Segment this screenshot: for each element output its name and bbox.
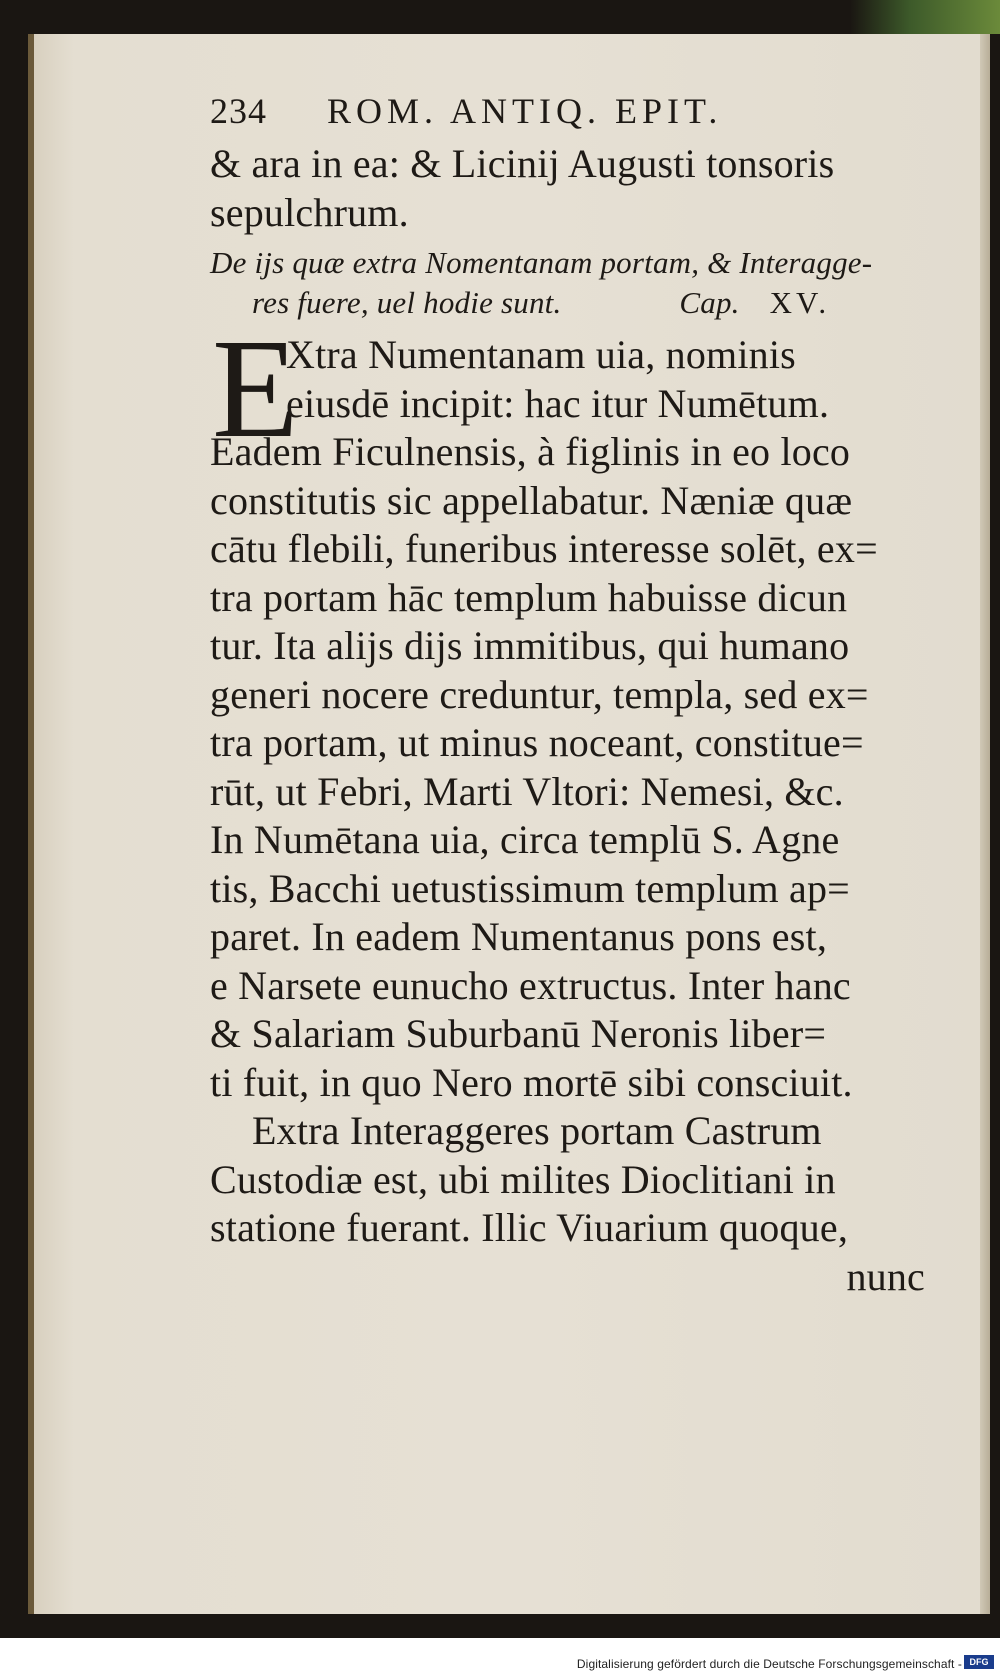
digitization-credit: Digitalisierung gefördert durch die Deutsche Forschungsgemeinschaft -	[576, 1657, 962, 1671]
running-head	[210, 90, 925, 140]
text-line: sepulchrum.	[210, 189, 409, 235]
text-line: Extra Interaggeres portam Castrum	[252, 1108, 822, 1153]
text-line: & ara in ea: & Licinij Augusti tonsoris	[210, 141, 835, 186]
page-edge	[980, 34, 990, 1614]
scan-edge-foliage	[850, 0, 1000, 34]
text-line: tra portam, ut minus noceant, constitue=	[210, 720, 864, 765]
text-line: Xtra Numentanam uia, nominis	[286, 332, 796, 377]
chapter-heading-text: res fuere, uel hodie sunt.	[252, 285, 562, 320]
text-line: Custodiæ est, ubi milites Dioclitiani in	[210, 1156, 836, 1202]
text-line: eiusdē incipit: hac itur Numētum.	[286, 380, 830, 426]
text-line: e Narsete eunucho extructus. Inter hanc	[210, 962, 851, 1008]
text-line: paret. In eadem Numentanus pons est,	[210, 914, 828, 959]
text-line: constitutis sic appellabatur. Næniæ quæ	[210, 477, 853, 523]
chapter-number: XV.	[769, 285, 831, 320]
text-line: In Numētana uia, circa templū S. Agne	[210, 817, 840, 862]
text-line: rūt, ut Febri, Marti Vltori: Nemesi, &c.	[210, 768, 844, 814]
running-title: ROM. ANTIQ. EPIT.	[327, 91, 723, 131]
text-line: Eadem Ficulnensis, à figlinis in eo loco	[210, 429, 851, 474]
chapter-body	[210, 309, 925, 1301]
text-line: ti fuit, in quo Nero mortē sibi consciuit.	[210, 1059, 853, 1105]
drop-cap: E	[212, 309, 299, 467]
body-lines	[210, 309, 925, 1301]
chapter-heading-line-2	[210, 283, 925, 323]
text-line: tur. Ita alijs dijs immitibus, qui humano	[210, 623, 850, 668]
chapter-label: Cap.	[679, 285, 740, 320]
text-line: tis, Bacchi uetustissimum templum ap=	[210, 865, 850, 911]
chapter-heading-line-1: De ijs quæ extra Nomentanam portam, & Interagge-	[210, 245, 873, 280]
text-line: & Salariam Suburbanū Neronis liber=	[210, 1011, 827, 1056]
text-line: generi nocere creduntur, templa, sed ex=	[210, 671, 869, 717]
page-number: 234	[210, 91, 267, 131]
text-line: cātu flebili, funeribus interesse solēt, ex=	[210, 526, 878, 571]
text-line: statione fuerant. Illic Viuarium quoque,	[210, 1205, 849, 1250]
text-line: nunc	[846, 1253, 925, 1299]
text-line: tra portam hāc templum habuisse dicun	[210, 574, 848, 620]
page-text	[210, 90, 925, 1301]
dfg-logo: DFG	[964, 1655, 994, 1669]
